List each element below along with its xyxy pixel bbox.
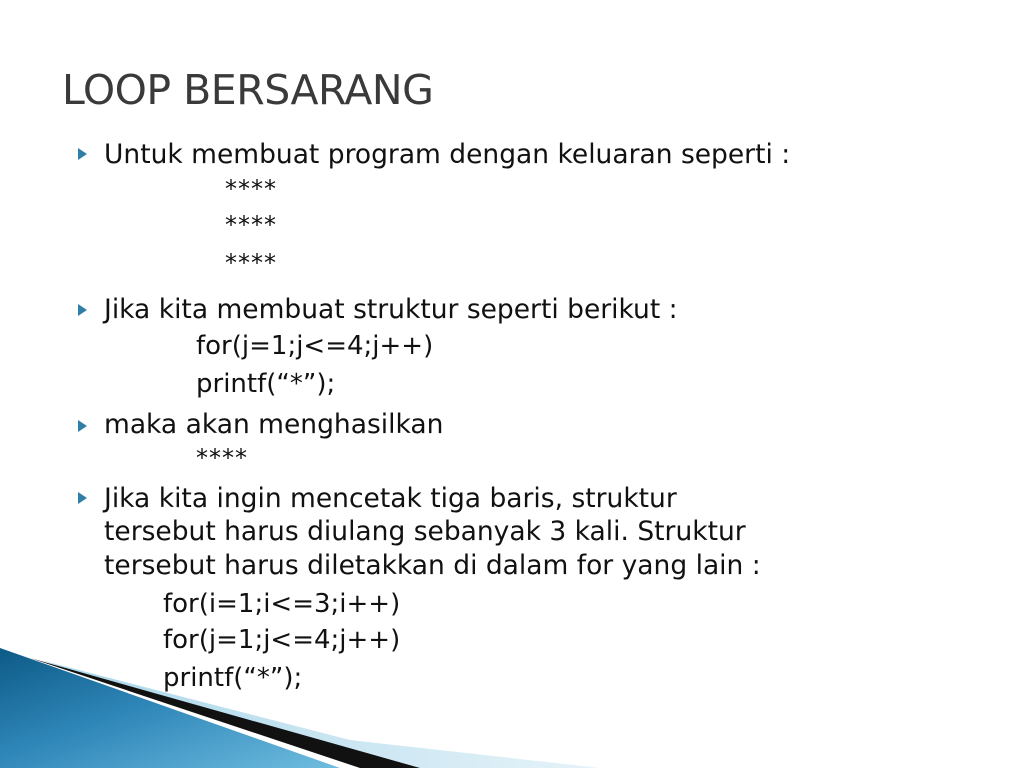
slide-title: LOOP BERSARANG (62, 66, 434, 114)
triangle-bullet-icon (78, 304, 87, 316)
triangle-bullet-icon (78, 492, 87, 504)
code-line: printf(“*”); (163, 663, 303, 693)
output-line: **** (225, 175, 277, 203)
code-line: for(j=1;j<=4;j++) (196, 331, 434, 361)
triangle-bullet-icon (78, 420, 87, 432)
code-line: for(j=1;j<=4;j++) (163, 625, 401, 655)
bullet-1-text: Untuk membuat program dengan keluaran seperti : (104, 139, 791, 170)
bullet-3-text: maka akan menghasilkan (104, 409, 444, 440)
output-line: **** (225, 249, 277, 277)
bullet-4-text-line: tersebut harus diletakkan di dalam for yang lain : (104, 550, 761, 581)
code-line: printf(“*”); (196, 369, 336, 399)
output-line: **** (225, 211, 277, 239)
bullet-2-text: Jika kita membuat struktur seperti berikut : (104, 294, 678, 325)
bullet-4-text-line: tersebut harus diulang sebanyak 3 kali. Struktur (104, 516, 746, 547)
output-line: **** (196, 444, 248, 472)
bullet-4-text-line: Jika kita ingin mencetak tiga baris, struktur (104, 483, 677, 514)
code-line: for(i=1;i<=3;i++) (163, 589, 401, 619)
triangle-bullet-icon (78, 148, 87, 160)
